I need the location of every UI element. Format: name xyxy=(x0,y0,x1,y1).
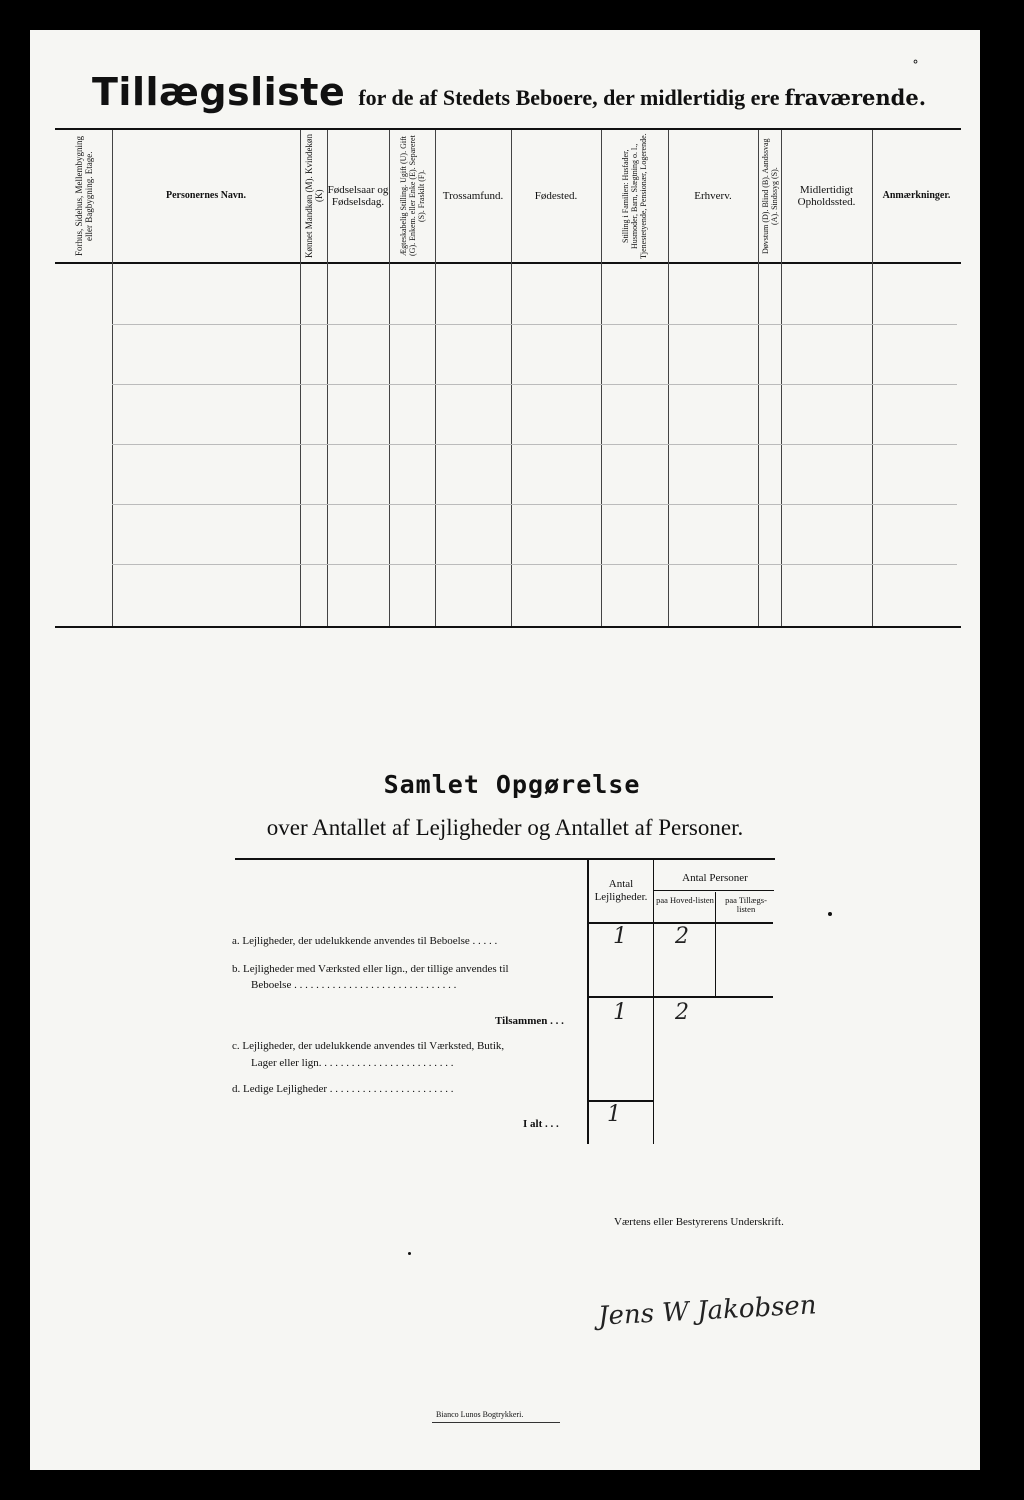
summary-divider xyxy=(654,890,774,891)
ink-speck xyxy=(408,1252,411,1255)
corner-mark: ˚ xyxy=(912,60,919,76)
col-header-family: Stilling i Familien: Husfader, Husmoder, Barn, Slægtning o. l., Tjenestetyende, Pensionær, Logerende. xyxy=(621,133,648,259)
value-a-persons-main: 2 xyxy=(675,924,689,949)
table-top-rule xyxy=(55,128,961,130)
row-b-label: b. Lejligheder med Værksted eller lign., der tillige anvendes til xyxy=(232,963,509,975)
row-line xyxy=(112,444,957,445)
title-main: Tillægsliste xyxy=(92,70,346,114)
row-line xyxy=(112,504,957,505)
summary-top-rule xyxy=(235,858,775,860)
title-emphasis: fraværende. xyxy=(784,85,927,110)
col-header-name: Personernes Navn. xyxy=(166,190,246,201)
col-header-occupation: Erhverv. xyxy=(694,190,732,202)
printer-imprint: Bianco Lunos Bogtrykkeri. xyxy=(436,1410,524,1419)
row-subtotal-label: Tilsammen . . . xyxy=(495,1015,564,1027)
summary-table xyxy=(225,858,785,1148)
row-line xyxy=(112,324,957,325)
value-subtotal-persons-main: 2 xyxy=(675,1000,689,1025)
row-d-label: d. Ledige Lejligheder . . . . . . . . . . . . . . . . . . . . . . . xyxy=(232,1083,454,1095)
row-total-label: I alt . . . xyxy=(523,1118,559,1130)
col-header-sex: Kønnet Mandkøn (M). Kvindekøn (K) xyxy=(303,134,324,258)
signature-label: Værtens eller Bestyrerens Underskrift. xyxy=(614,1216,784,1228)
col-header-disability: Døvstum (D). Blind (B). Aandssvag (A). Sindssyg (S). xyxy=(760,138,779,254)
header-supplement-list: paa Tillægs-listen xyxy=(725,895,767,914)
table-bottom-rule xyxy=(55,626,961,628)
summary-subtotal-rule xyxy=(587,996,773,998)
col-header-birthplace: Fødested. xyxy=(534,190,578,202)
row-line xyxy=(112,564,957,565)
summary-title: Samlet Opgørelse xyxy=(383,770,641,799)
value-subtotal-apartments: 1 xyxy=(613,1000,627,1025)
col-header-marital: Ægteskabelig Stilling. Ugift (U). Gift (G). Enkem. eller Enke (E). Separeret (S). Fraskilt (F). xyxy=(398,135,426,257)
row-a-label: a. Lejligheder, der udelukkende anvendes til Beboelse . . . . . xyxy=(232,935,498,947)
header-persons: Antal Personer xyxy=(682,872,748,884)
signature: Jens W Jakobsen xyxy=(597,1290,818,1332)
title-rest: for de af Stedets Beboere, der midlertidig ere xyxy=(358,85,780,110)
value-total-apartments: 1 xyxy=(607,1102,621,1127)
col-header-birth: Fødselsaar og Fødselsdag. xyxy=(327,184,389,208)
row-c-label: c. Lejligheder, der udelukkende anvendes til Værksted, Butik, xyxy=(232,1040,505,1052)
row-line xyxy=(112,384,957,385)
col-header-remarks: Anmærkninger. xyxy=(882,190,951,201)
printer-rule xyxy=(432,1422,560,1423)
header-apartments: Antal Lejligheder. xyxy=(594,878,648,903)
col-header-religion: Trossamfund. xyxy=(442,190,504,202)
census-table xyxy=(55,128,961,628)
header-bottom-rule xyxy=(55,262,961,264)
col-header-temp-residence: Midlertidigt Opholdssted. xyxy=(797,184,856,208)
summary-divider xyxy=(653,860,654,1144)
header-main-list: paa Hoved-listen xyxy=(656,895,714,905)
form-title xyxy=(92,70,932,120)
summary-subtitle: over Antallet af Lejligheder og Antallet af Personer. xyxy=(266,815,744,840)
row-b-label-cont: Beboelse . . . . . . . . . . . . . . . . . . . . . . . . . . . . . . xyxy=(251,979,457,991)
col-header-building: Forhus, Sidehus, Mellembygning eller Bagbygning. Etage. xyxy=(73,136,94,257)
row-c-label-cont: Lager eller lign. . . . . . . . . . . . . . . . . . . . . . . . . xyxy=(251,1057,454,1069)
value-a-apartments: 1 xyxy=(613,924,627,949)
ink-speck xyxy=(828,912,832,916)
